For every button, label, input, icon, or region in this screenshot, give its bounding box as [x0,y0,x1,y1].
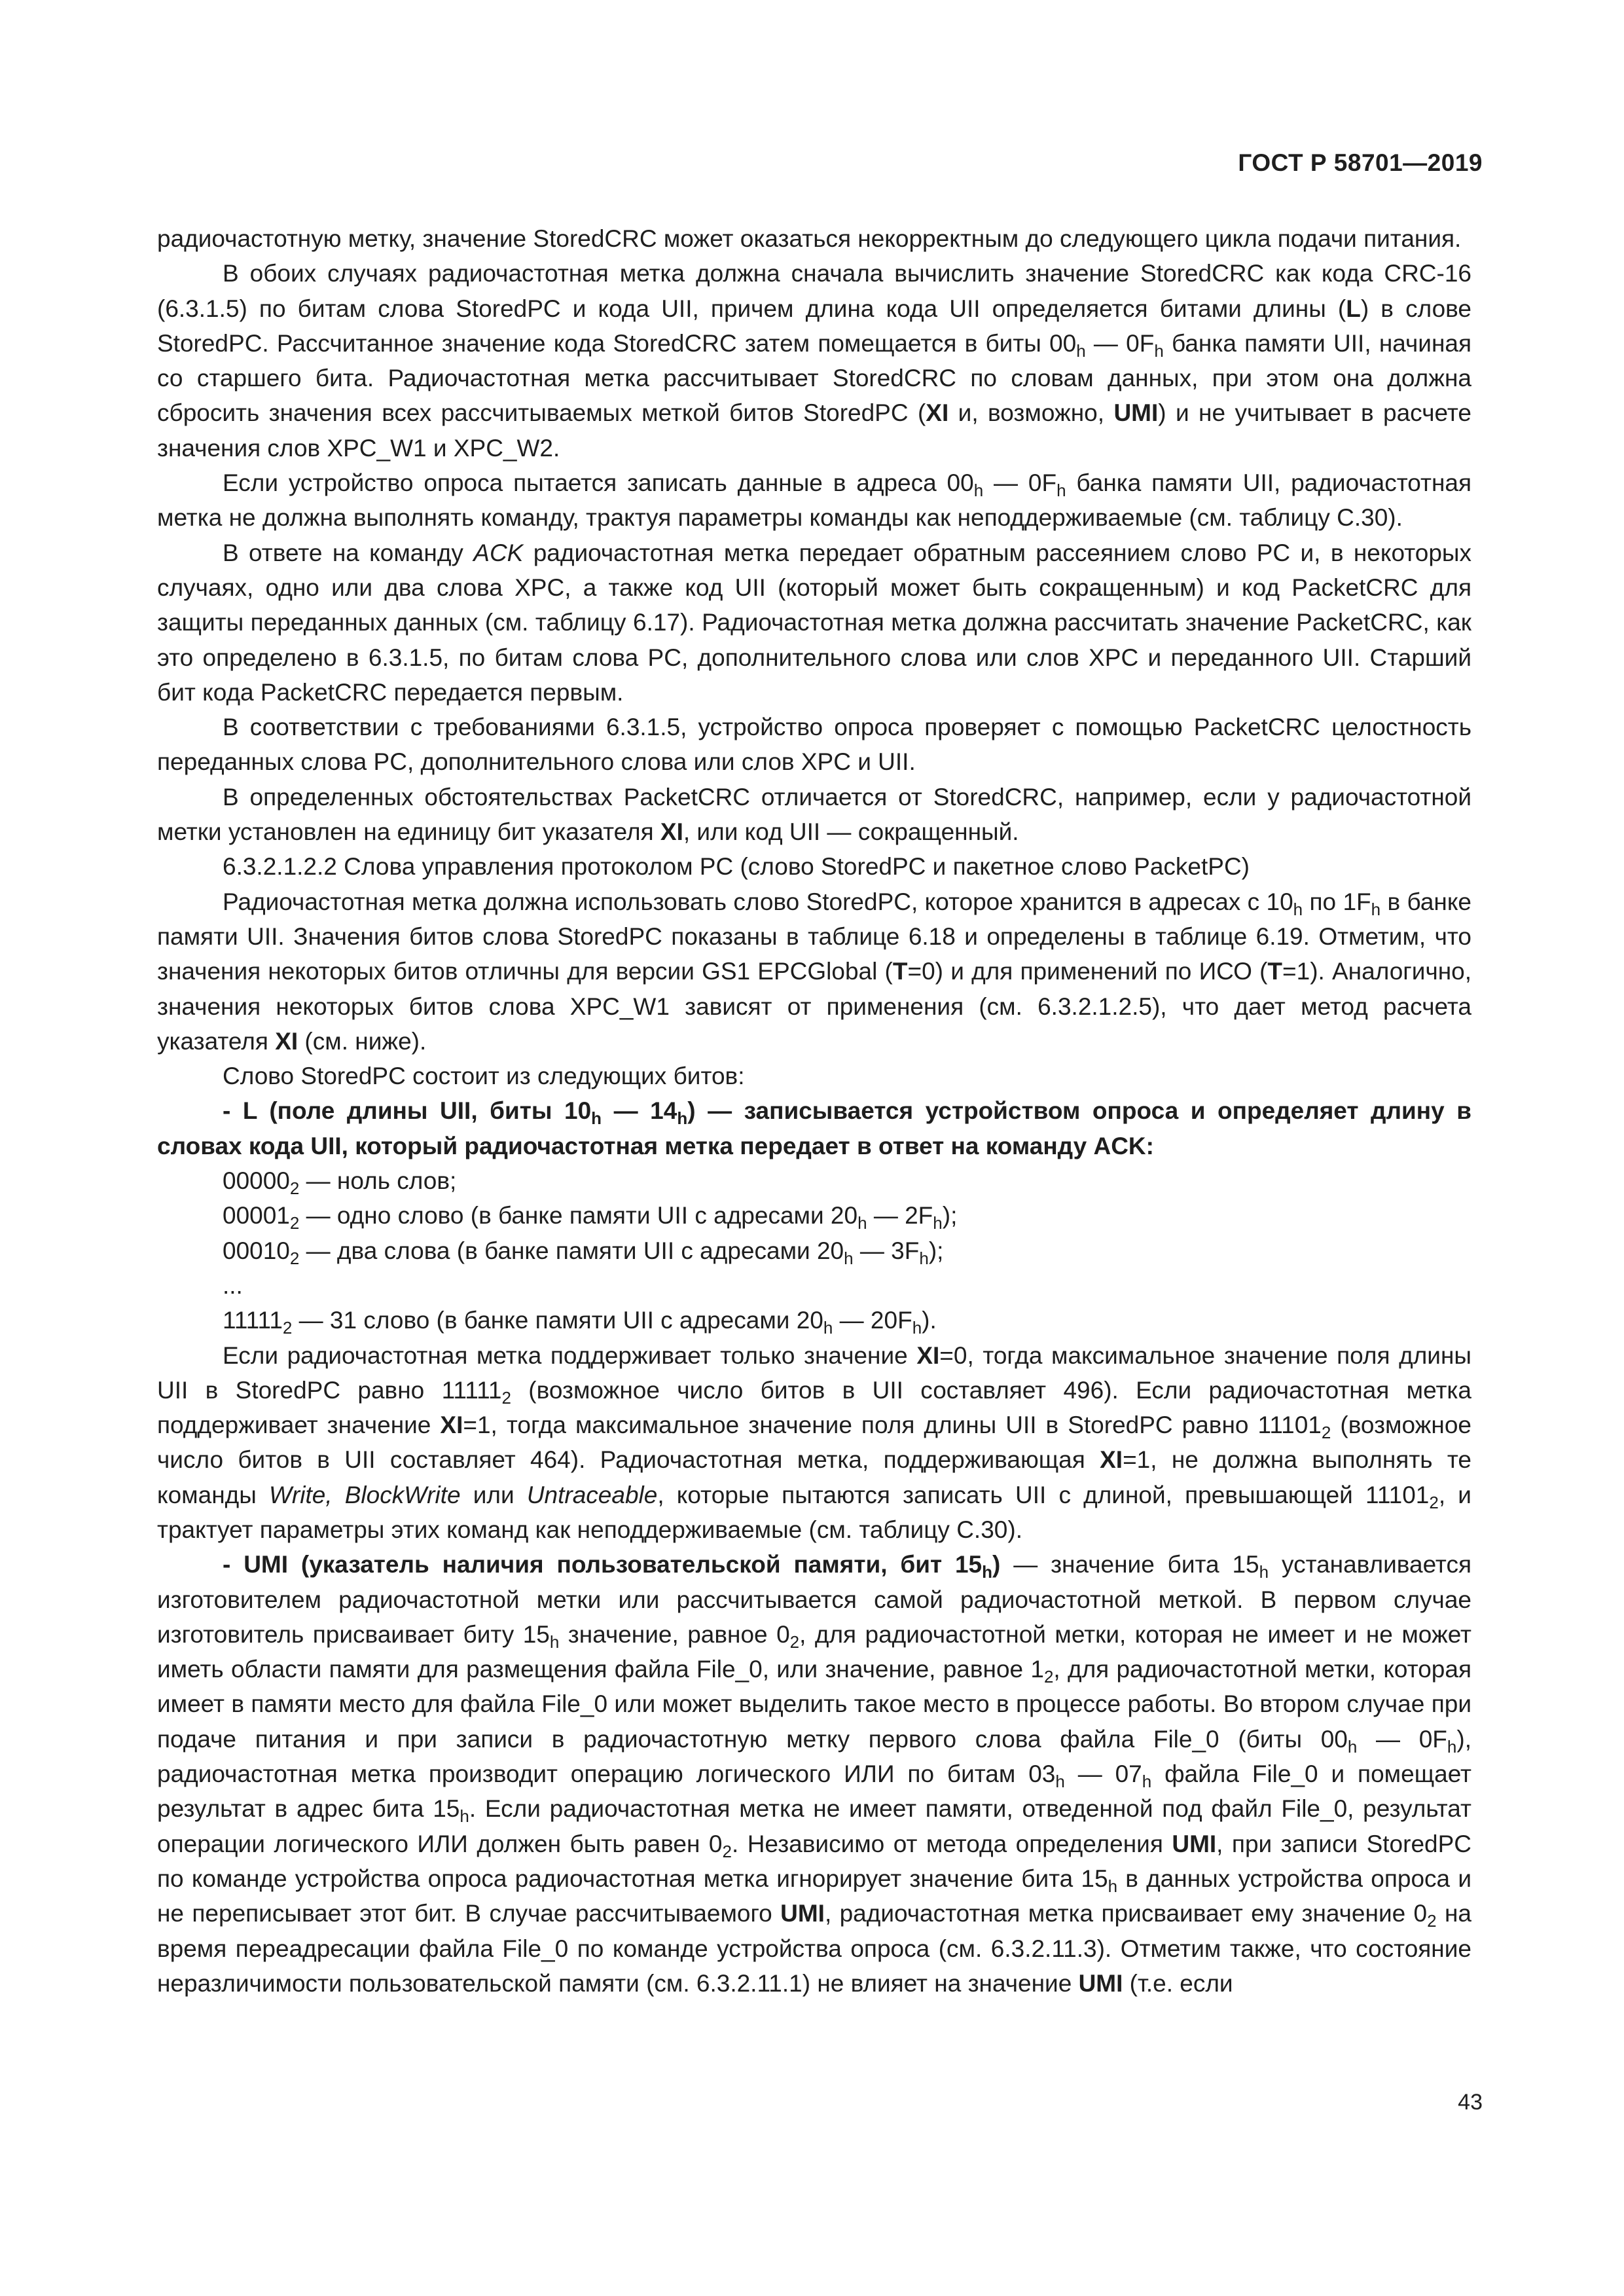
paragraph-6: В определенных обстоятельствах PacketCRC отличается от StoredCRC, например, если у радиочастотной метки установлен на единицу бит указателя XI, или код UII — сокращенный. [157,783,1471,846]
standard-header: ГОСТ Р 58701—2019 [1238,149,1483,176]
paragraph-12-umi: - UMI (указатель наличия пользовательской памяти, бит $15_h$) — значение бита $15_h$ устанавливается изготовителем радиочастотной метки или рассчитывается самой радиочастотной меткой. В первом случае изготовитель присваивает биту $15_h$ значение, равное $0_2$, для радиочастотной метки, которая не имеет и не может иметь области памяти для размещения файла File_0, или значение, равное $1_2$, для радиочастотной метки, которая имеет в памяти место для файла File_0 или может выделить такое место в процессе работы. Во втором случае при подаче питания и при записи в радиочастотную метку первого слова файла File_0 (биты $00_h$ — $0F_h$), радиочастотная метка производит операцию логического ИЛИ по битам $03_h$ — $07_h$ файла File_0 и помещает результат в адрес бита $15_h$. Если радиочастотная метка не имеет памяти, отведенной под файл File_0, результат операции логического ИЛИ должен быть равен $0_2$. Независимо от метода определения UMI, при записи StoredPC по команде устройства опроса радиочастотная метка игнорирует значение бита $15_h$ в данных устройства опроса и не переписывает этот бит. В случае рассчитываемого UMI, радиочастотная метка присваивает ему значение $0_2$ на время переадресации файла File_0 по команде устройства опроса (см. 6.3.2.11.3). Отметим также, что состояние неразличимости пользовательской памяти (см. 6.3.2.11.1) не влияет на значение UMI (т.е. если [157,1551,1472,1997]
list-item-00001: $00001_2$ — одно слово (в банке памяти UII с адресами $20_h$ — $2F_h$); [223,1202,958,1233]
body-text [157,221,1471,2001]
paragraph-5: В соответствии с требованиями 6.3.1.5, устройство опроса проверяет с помощью PacketCRC целостность переданных слова PC, дополнительного слова или слов XPC и UII. [157,714,1471,776]
paragraph-4: В ответе на команду ACK радиочастотная метка передает обратным рассеянием слово PC и, в некоторых случаях, одно или два слова XPC, а также код UII (который может быть сокращенным) и код PacketCRC для защиты переданных данных (см. таблицу 6.17). Радиочастотная метка должна рассчитать значение PacketCRC, как это определено в 6.3.1.5, по битам слова PC, дополнительного слова или слов XPC и переданного UII. Старший бит кода PacketCRC передается первым. [157,539,1472,706]
paragraph-1: радиочастотную метку, значение StoredCRC может оказаться некорректным до следующего цикла подачи питания. [157,225,1462,252]
section-heading-6-3-2-1-2-2: 6.3.2.1.2.2 Слова управления протоколом PC (слово StoredPC и пакетное слово PacketPC) [223,853,1250,881]
list-item-11111: $11111_2$ — 31 слово (в банке памяти UII с адресами $20_h$ — $20F_h$). [223,1307,937,1338]
paragraph-3: Если устройство опроса пытается записать данные в адреса $00_h$ — $0F_h$ банка памяти UII, радиочастотная метка не должна выполнять команду, трактуя параметры команды как неподдерживаемые (см. таблицу С.30). [157,469,1471,532]
paragraph-10-l-field: - L (поле длины UII, биты $10_h$ — $14_h$) — записывается устройством опроса и определяет длину в словах кода UII, который радиочастотная метка передает в ответ на команду ACK: [157,1097,1472,1159]
list-item-00000: $00000_2$ — ноль слов; [223,1167,457,1199]
paragraph-11: Если радиочастотная метка поддерживает только значение XI=0, тогда максимальное значение поля длины UII в StoredPC равно $11111_2$ (возможное число битов в UII составляет 496). Если радиочастотная метка поддерживает значение XI=1, тогда максимальное значение поля длины UII в StoredPC равно $11101_2$ (возможное число битов в UII составляет 464). Радиочастотная метка, поддерживающая XI=1, не должна выполнять те команды Write, BlockWrite или Untraceable, которые пытаются записать UII с длиной, превышающей $11101_2$, и трактует параметры этих команд как неподдерживаемые (см. таблицу С.30). [157,1341,1471,1543]
list-item-00010: $00010_2$ — два слова (в банке памяти UII с адресами $20_h$ — $3F_h$); [223,1237,944,1268]
paragraph-9: Слово StoredPC состоит из следующих битов: [223,1063,745,1090]
list-item-ellipsis: ... [223,1271,243,1299]
page-number: 43 [1458,2090,1483,2115]
paragraph-2: В обоих случаях радиочастотная метка должна сначала вычислить значение StoredCRC как кода CRC-16 (6.3.1.5) по битам слова StoredPC и кода UII, причем длина кода UII определяется битами длины (L) в слове StoredPC. Рассчитанное значение кода StoredCRC затем помещается в биты $00_h$ — $0F_h$ банка памяти UII, начиная со старшего бита. Радиочастотная метка рассчитывает StoredCRC по словам данных, при этом она должна сбросить значения всех рассчитываемых меткой битов StoredPC (XI и, возможно, UMI) и не учитывает в расчете значения слов XPC_W1 и XPC_W2. [157,260,1472,462]
paragraph-8: Радиочастотная метка должна использовать слово StoredPC, которое хранится в адресах с $10_h$ по $1F_h$ в банке памяти UII. Значения битов слова StoredPC показаны в таблице 6.18 и определены в таблице 6.19. Отметим, что значения некоторых битов отличны для версии GS1 EPCGlobal (T=0) и для применений по ИСО (T=1). Аналогично, значения некоторых битов слова XPC_W1 зависят от применения (см. 6.3.2.1.2.5), что дает метод расчета указателя XI (см. ниже). [157,888,1472,1055]
